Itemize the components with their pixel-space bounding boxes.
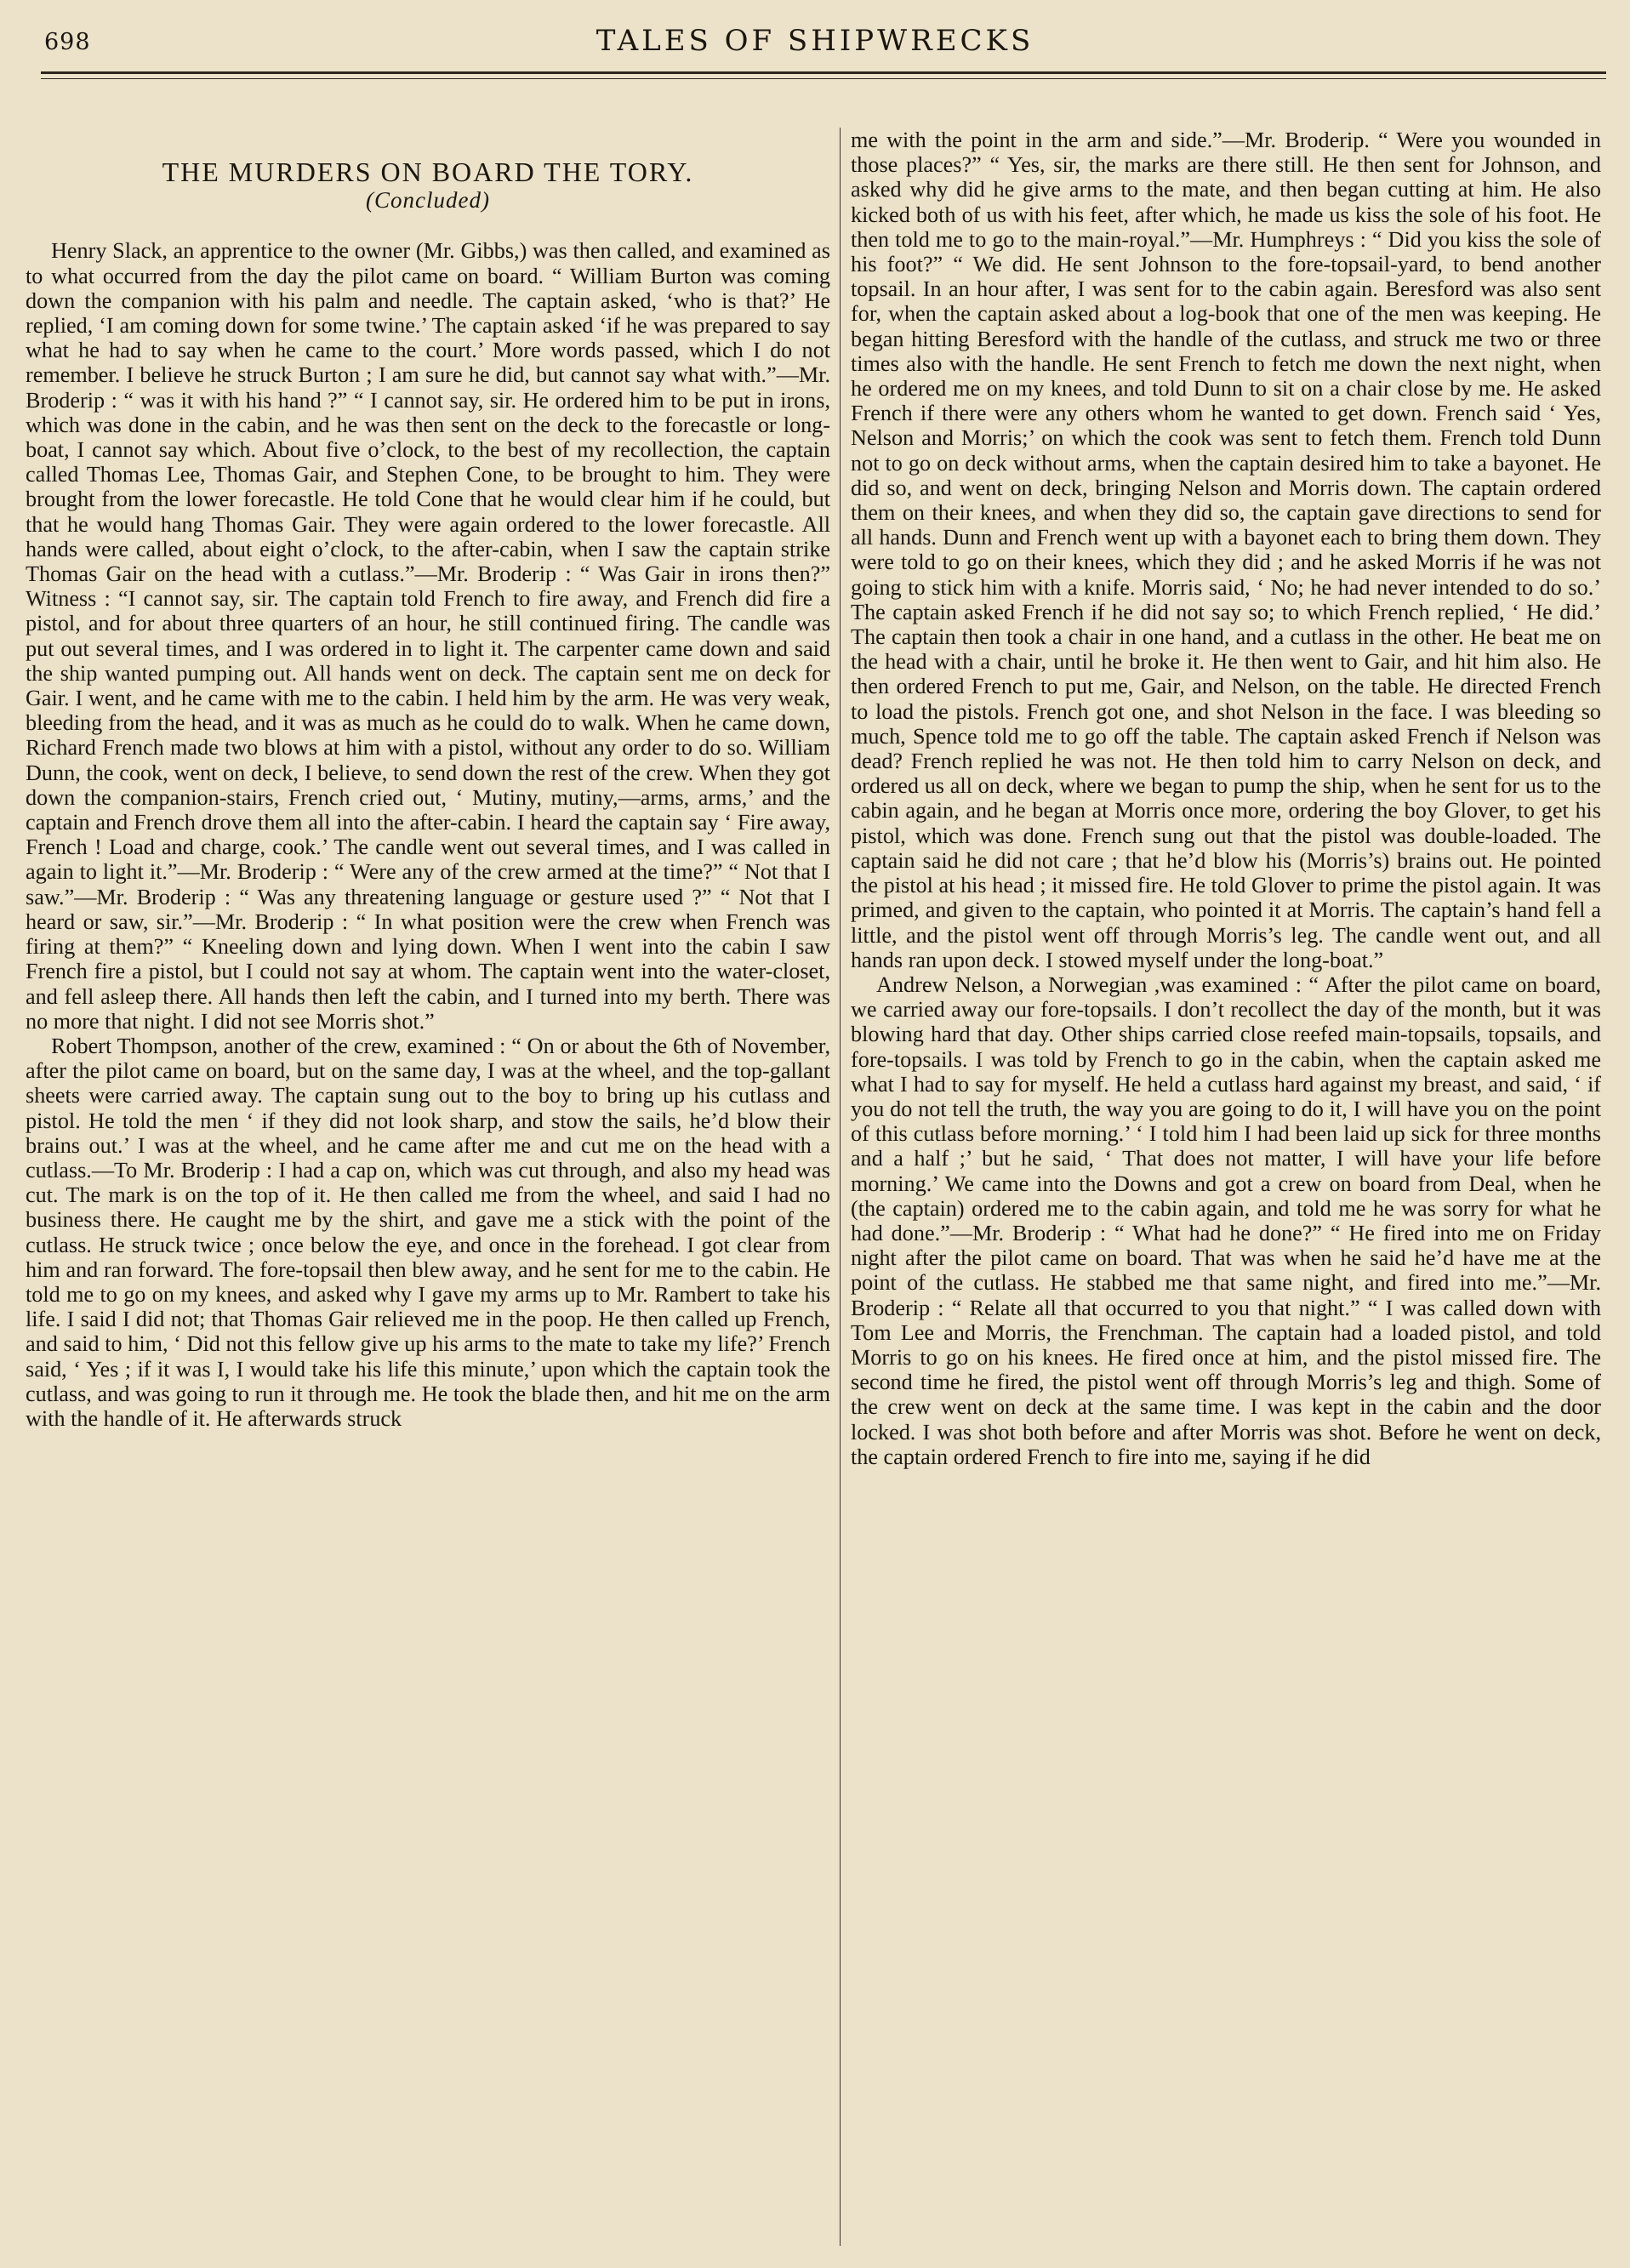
article-subtitle: (Concluded) [366, 187, 490, 214]
paragraph-thompson-testimony: Robert Thompson, another of the crew, examined : “ On or about the 6th of November, after the pilot came on board, but on the same day, I was at the wheel, and the top-gallant sheets were carried away. The captain sung out to the boy to bring up his cutlass and pistol. He told the men ‘ if they did not look sharp, and stow the sails, he’d blow their brains out.’ I was at the wheel, and he came after me and cut me on the head with a cutlass.—To Mr. Broderip : I had a cap on, which was cut through, and also my head was cut. The mark is on the top of it. He then called me from the wheel, and said I had no business there. He caught me by the shirt, and gave me a stick with the point of the cutlass. He struck twice ; once below the eye, and once in the forehead. I got clear from him and ran forward. The fore-topsail then blew away, and he sent for me to the cabin. He told me to go on my knees, and asked why I gave my arms up to Mr. Rambert to take his life. I said I did not; that Thomas Gair relieved me in the poop. He then called up French, and said to him, ‘ Did not this fellow give up his arms to the mate to take my life?’ French said, ‘ Yes ; if it was I, I would take his life this minute,’ upon which the captain took the cutlass, and was going to run it through me. He took the blade then, and hit me on the arm with the handle of it. He afterwards struck [26, 1033, 830, 1431]
header-rule [41, 71, 1606, 74]
page-number: 698 [44, 29, 91, 55]
running-head: TALES OF SHIPWRECKS [596, 24, 1034, 58]
paragraph-thompson-continued: me with the point in the arm and side.”—Mr. Broderip. “ Were you wounded in those places?” “ Yes, sir, the marks are there still. He then sent for Johnson, and asked why did he give arms to the mate, and then began cutting at him. He also kicked both of us with his feet, after which, he made us kiss the sole of his foot. He then told me to go to the main-royal.”—Mr. Humphreys : “ Did you kiss the sole of his foot?” “ We did. He sent Johnson to the fore-topsail-yard, to bend another topsail. In an hour after, I was sent for to the cabin again. Beresford was also sent for, when the captain asked about a log-book that one of the men was keeping. He began hitting Beresford with the handle of the cutlass, and struck me two or three times also with the handle. He sent French to fetch me down the next night, when he ordered me on my knees, and told Dunn to sit on a chair close by me. He asked French if there were any others whom he wanted to get down. French said ‘ Yes, Nelson and Morris;’ on which the cook was sent to fetch them. French told Dunn not to go on deck without arms, when the captain desired him to take a bayonet. He did so, and went on deck, bringing Nelson and Morris down. The captain ordered them on their knees, and when they did so, the captain gave directions to send for all hands. Dunn and French went up with a bayonet each to bring them down. They were told to go on their knees, which they did ; and he asked Morris if he was not going to stick him with a knife. Morris said, ‘ No; he had never intended to do so.’ The captain asked French if he did not say so; to which French replied, ‘ He did.’ The captain then took a chair in one hand, and a cutlass in the other. He beat me on the head with a chair, until he broke it. He then went to Gair, and hit him also. He then ordered French to put me, Gair, and Nelson, on the table. He directed French to load the pistols. French got one, and shot Nelson in the face. I was bleeding so much, Spence told me to go off the table. The captain asked French if Nelson was dead? French replied he was not. He then told him to carry Nelson on deck, and ordered us all on deck, where we began to pump the ship, when he sent for us to the cabin again, and he began at Morris once more, ordering the boy Glover, to get his pistol, which was done. French sung out that the pistol was double-loaded. The captain said he did not care ; that he’d blow his (Morris’s) brains out. He pointed the pistol at his head ; it missed fire. He told Glover to prime the pistol again. It was primed, and given to the captain, who pointed it at Morris. The captain’s hand fell a little, and the pistol went off through Morris’s leg. The candle went out, and all hands ran upon deck. I stowed myself under the long-boat.” [851, 128, 1601, 972]
article-title: THE MURDERS ON BOARD THE TORY. [162, 157, 694, 187]
paragraph-nelson-testimony: Andrew Nelson, a Norwegian ,was examined : “ After the pilot came on board, we carried away our fore-topsails. I don’t recollect the day of the month, but it was blowing hard that day. Other ships carried close reefed main-topsails, topsails, and fore-topsails. I was told by French to go in the cabin, when the captain asked me what I had to say for myself. He held a cutlass hard against my breast, and said, ‘ if you do not tell the truth, the way you are going to do it, I will have you on the point of this cutlass before morning.’ ‘ I told him I had been laid up sick for three months and a half ;’ but he said, ‘ That does not matter, I will have your life before morning.’ We came into the Downs and got a crew on board from Deal, when he (the captain) ordered me to the cabin again, and told me he was sorry for what he had done.”—Mr. Broderip : “ What had he done?” “ He fired into me on Friday night after the pilot came on board. That was when he said he’d have me at the point of the cutlass. He stabbed me that same night, and fired into me.”—Mr. Broderip : “ Relate all that occurred to you that night.” “ I was called down with Tom Lee and Morris, the Frenchman. The captain had a loaded pistol, and told Morris to go on his knees. He fired once at him, and the pistol missed fire. The second time he fired, the pistol went off through Morris’s leg and thigh. Some of the crew went on deck at the same time. I was kept in the cabin and the door locked. I was shot both before and after Morris was shot. Before he went on deck, the captain ordered French to fire into me, saying if he did [851, 972, 1601, 1469]
right-column [851, 128, 1601, 2246]
left-column [26, 129, 830, 2248]
header-rule-thin [41, 78, 1606, 79]
paragraph-slack-testimony: Henry Slack, an apprentice to the owner (Mr. Gibbs,) was then called, and examined as to what occurred from the day the pilot came on board. “ William Burton was coming down the companion with his palm and needle. The captain asked, ‘who is that?’ He replied, ‘I am coming down for some twine.’ The captain asked ‘if he was prepared to say what he had to say when he came to the court.’ More words passed, which I do not remember. I believe he struck Burton ; I am sure he did, but cannot say what with.”—Mr. Broderip : “ was it with his hand ?” “ I cannot say, sir. He ordered him to be put in irons, which was done in the cabin, and he was then sent on the deck to the forecastle or long-boat, I cannot say which. About five o’clock, to the best of my recollection, the captain called Thomas Lee, Thomas Gair, and Stephen Cone, to be brought to him. They were brought from the lower forecastle. He told Cone that he would clear him if he could, but that he would hang Thomas Gair. They were again ordered to the lower forecastle. All hands were called, about eight o’clock, to the after-cabin, when I saw the captain strike Thomas Gair on the head with a cutlass.”—Mr. Broderip : “ Was Gair in irons then?” Witness : “I cannot say, sir. The captain told French to fire away, and French did fire a pistol, and for about three quarters of an hour, he still continued firing. The candle was put out several times, and I was ordered in to light it. The carpenter came down and said the ship wanted pumping out. All hands went on deck. The captain sent me on deck for Gair. I went, and he came with me to the cabin. I held him by the arm. He was very weak, bleeding from the head, and it was as much as he could do to walk. When he came down, Richard French made two blows at him with a pistol, without any order to do so. William Dunn, the cook, went on deck, I believe, to send down the rest of the crew. When they got down the companion-stairs, French cried out, ‘ Mutiny, mutiny,—arms, arms,’ and the captain and French drove them all into the after-cabin. I heard the captain say ‘ Fire away, French ! Load and charge, cook.’ The candle went out several times, and I was called in again to light it.”—Mr. Broderip : “ Were any of the crew armed at the time?” “ Not that I saw.”—Mr. Broderip : “ Was any threatening language or gesture used ?” “ Not that I heard or saw, sir.”—Mr. Broderip : “ In what position were the crew when French was firing at them?” “ Kneeling down and lying down. When I went into the cabin I saw French fire a pistol, but I could not say at whom. The captain went into the water-closet, and fell asleep there. All hands then left the cabin, and I turned into my berth. There was no more that night. I did not see Morris shot.” [26, 238, 830, 1034]
column-divider [840, 128, 841, 2246]
